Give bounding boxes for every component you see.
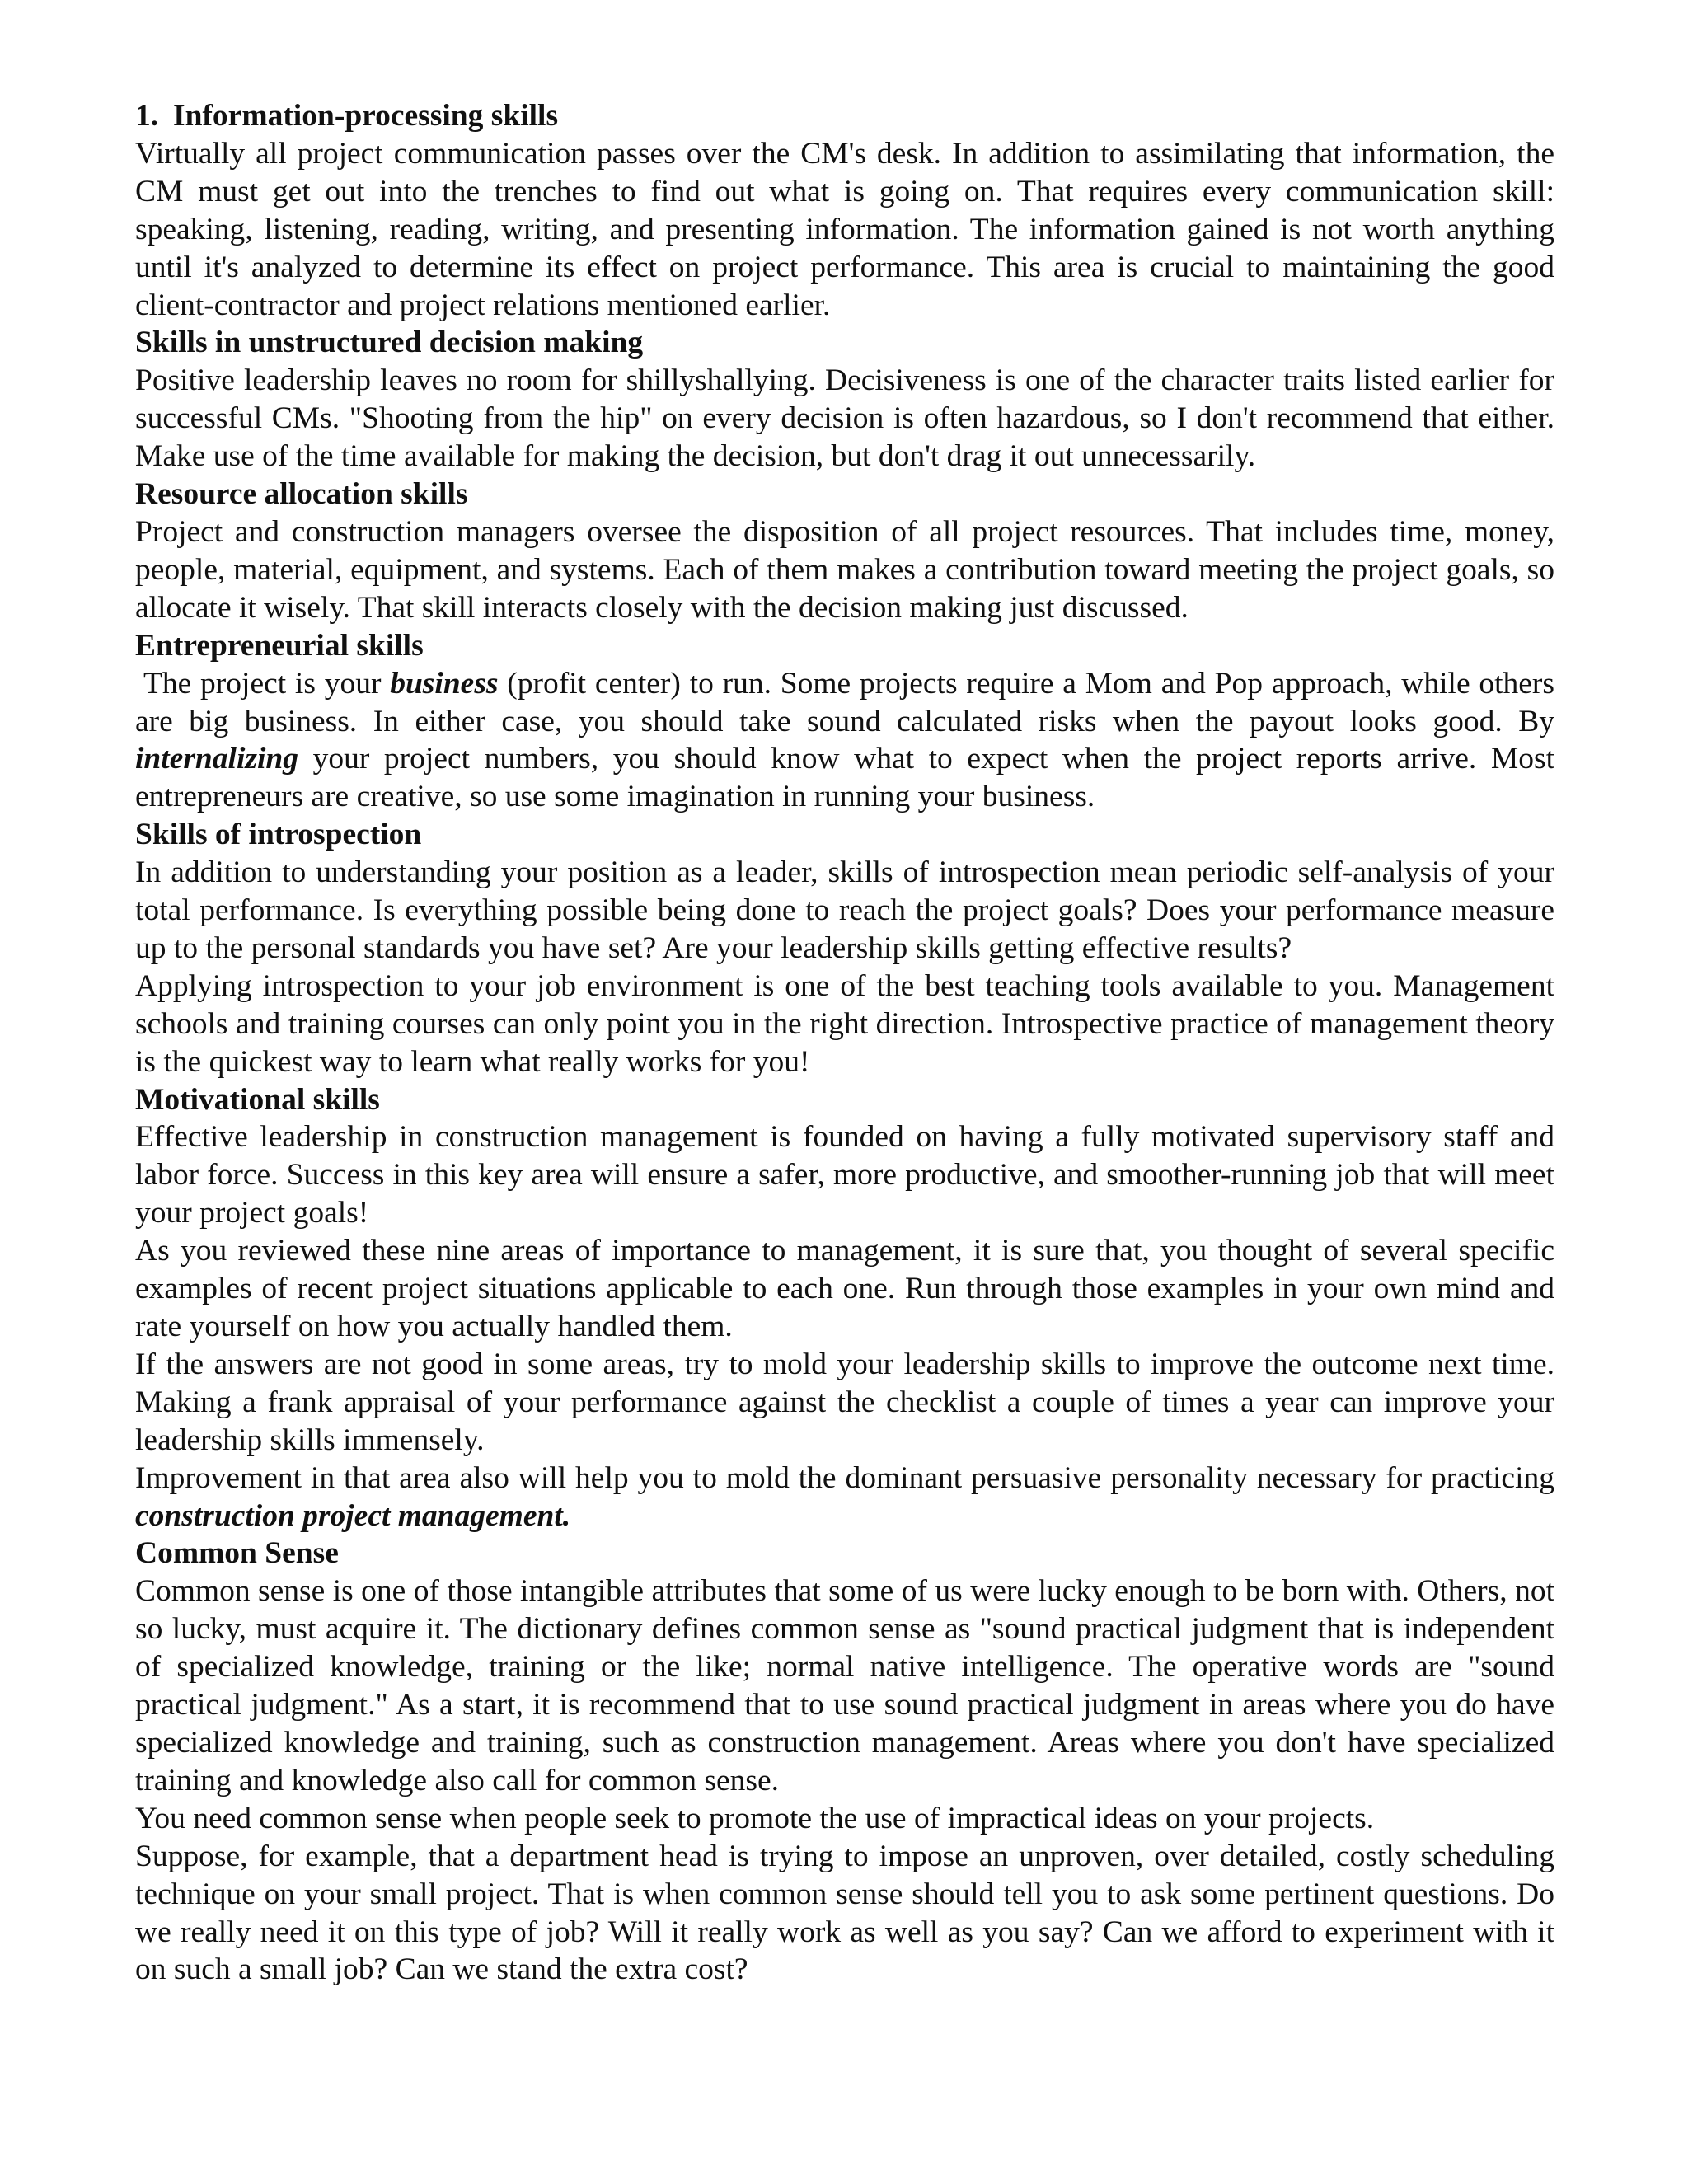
section-heading-resource-allocation: Resource allocation skills — [135, 477, 468, 512]
paragraph: Virtually all project communication passes over the CM's desk. In addition to assimilating that information, the CM must get out into the trenches to find out what is going on. That requires every communication skill: speaking, listening, reading, writing, and presenting information. The information gained is not worth anything until it's analyzed to determine its effect on project performance. This area is crucial to maintaining the good client-contractor and project relations mentioned earlier. — [135, 136, 1554, 322]
text-run: your project numbers, you should know what to expect when the project reports arrive. Most entrepreneurs are creative, so use some imagination in running your business. — [135, 742, 1554, 814]
emphasis-business: business — [390, 666, 499, 701]
heading-text: Information-processing skills — [173, 99, 559, 133]
paragraph: Common sense is one of those intangible attributes that some of us were lucky enough to be born with. Others, not so lucky, must acquire it. The dictionary defines common sense as "sound practical judgment that is independent of specialized knowledge, training or the like; normal native intelligence. The operative words are "sound practical judgment." As a start, it is recommend that to use sound practical judgment in areas where you do have specialized knowledge and training, such as construction management. Areas where you don't have specialized training and knowledge also call for common sense. — [135, 1574, 1554, 1797]
paragraph: Applying introspection to your job environment is one of the best teaching tools available to you. Management schools and training courses can only point you in the right direction. Introspective practice of management theory is the quickest way to learn what really works for you! — [135, 968, 1554, 1079]
emphasis-internalizing: internalizing — [135, 742, 298, 776]
section-heading-introspection: Skills of introspection — [135, 818, 422, 852]
section-number: 1. — [135, 99, 159, 133]
paragraph: Suppose, for example, that a department head is trying to impose an unproven, over detailed, costly scheduling technique on your small project. That is when common sense should tell you to ask some pertinent questions. Do we really need it on this type of job? Will it really work as well as you say? Can we afford to experiment with it on such a small job? Can we stand the extra cost? — [135, 1839, 1554, 1987]
document-page — [135, 97, 1554, 1989]
paragraph — [135, 665, 1554, 817]
paragraph: Positive leadership leaves no room for shillyshallying. Decisiveness is one of the character traits listed earlier for successful CMs. "Shooting from the hip" on every decision is often hazardous, so I don't recommend that either. Make use of the time available for making the decision, but don't drag it out unnecessarily. — [135, 363, 1554, 474]
text-run: (profit center) to run. Some projects require a Mom and Pop approach, while others are big business. In either case, you should take sound calculated risks when the payout looks good. By — [135, 666, 1554, 738]
section-heading-common-sense: Common Sense — [135, 1536, 339, 1571]
text-run: The project is your — [143, 666, 391, 701]
paragraph: You need common sense when people seek to promote the use of impractical ideas on your projects. — [135, 1801, 1375, 1835]
section-heading-motivational: Motivational skills — [135, 1082, 380, 1117]
paragraph — [135, 1460, 1554, 1535]
paragraph: Project and construction managers oversee the disposition of all project resources. That includes time, money, people, material, equipment, and systems. Each of them makes a contribution toward meeting the project goals, so allocate it wisely. That skill interacts closely with the decision making just discussed. — [135, 514, 1554, 625]
section-heading-entrepreneurial: Entrepreneurial skills — [135, 628, 424, 663]
section-heading-information-processing — [135, 97, 1554, 135]
paragraph: If the answers are not good in some areas, try to mold your leadership skills to improve the outcome next time. Making a frank appraisal of your performance against the checklist a couple of times a year can improve your leadership skills immensely. — [135, 1347, 1554, 1457]
text-run: Improvement in that area also will help you to mold the dominant persuasive personality necessary for practicing — [135, 1460, 1554, 1495]
paragraph: As you reviewed these nine areas of importance to management, it is sure that, you thought of several specific examples of recent project situations applicable to each one. Run through those examples in your own mind and rate yourself on how you actually handled them. — [135, 1234, 1554, 1343]
paragraph: Effective leadership in construction management is founded on having a fully motivated supervisory staff and labor force. Success in this key area will ensure a safer, more productive, and smoother-running job that will meet your project goals! — [135, 1120, 1554, 1230]
section-heading-decision-making: Skills in unstructured decision making — [135, 326, 644, 360]
emphasis-construction-project-management: construction project management. — [135, 1498, 571, 1533]
paragraph: In addition to understanding your position as a leader, skills of introspection mean periodic self-analysis of your total performance. Is everything possible being done to reach the project goals? Does your performance measure up to the personal standards you have set? Are your leadership skills getting effective results? — [135, 855, 1554, 965]
